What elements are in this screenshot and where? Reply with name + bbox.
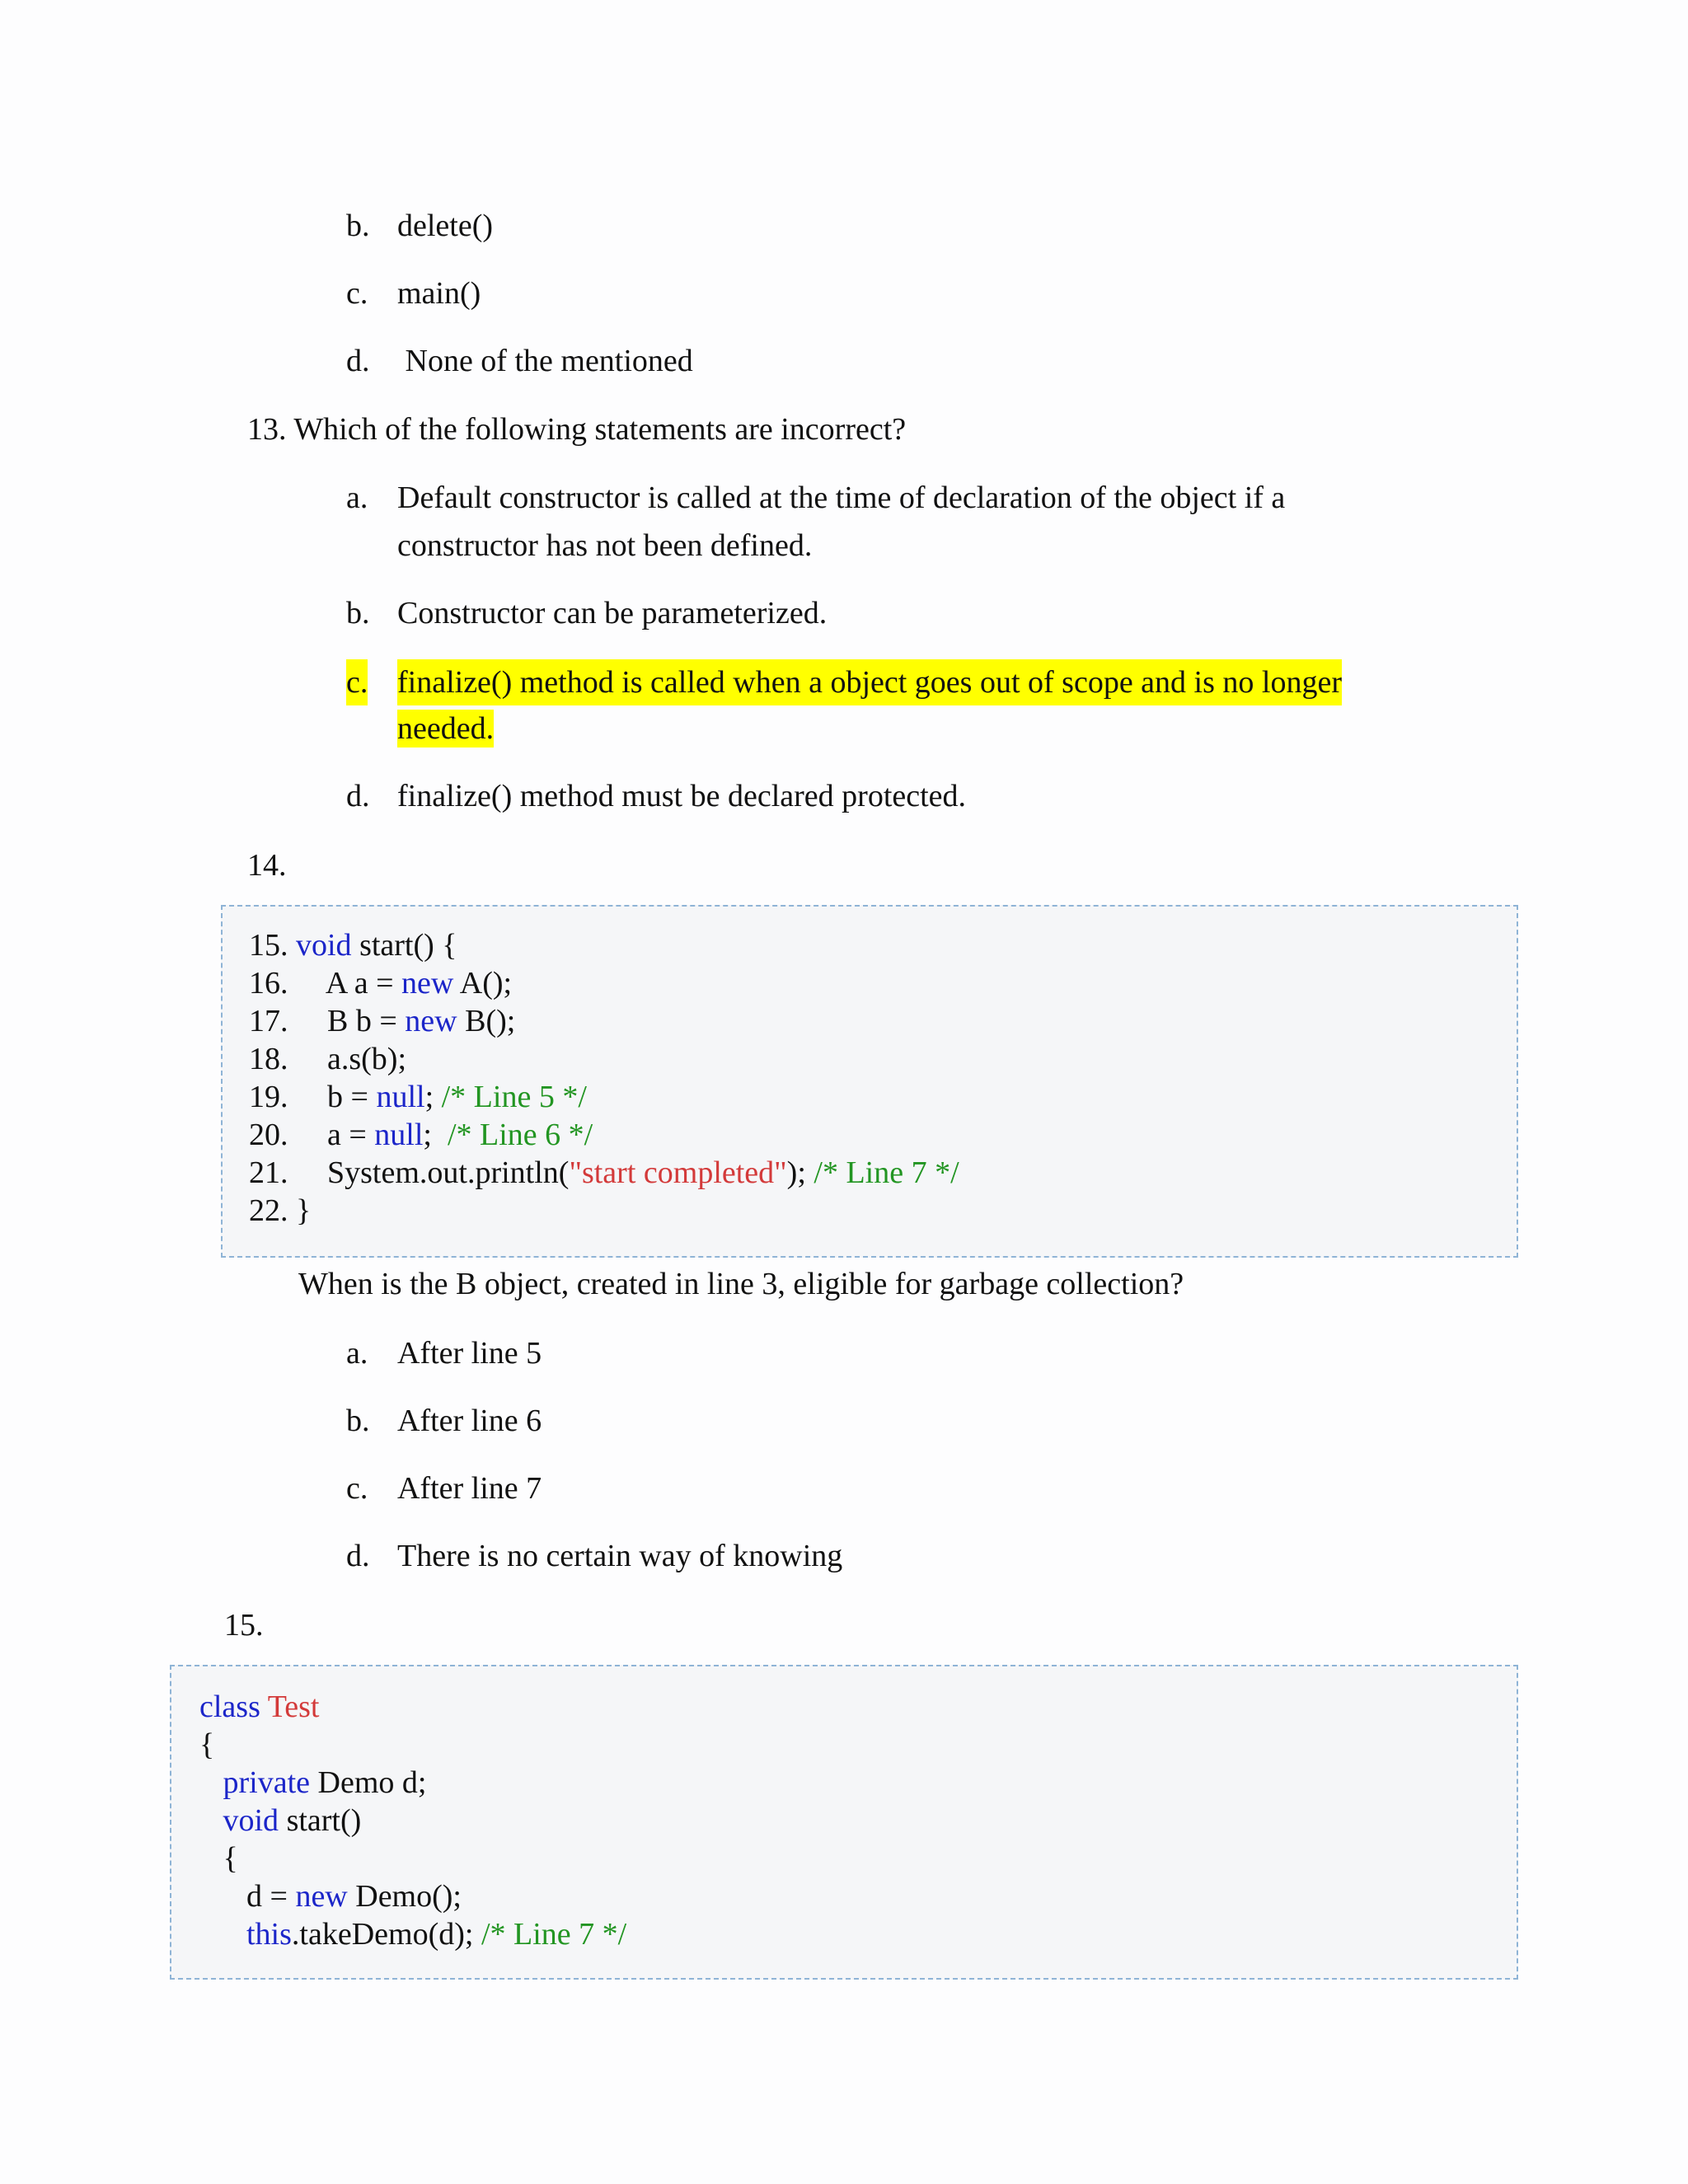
code-token: new xyxy=(405,1004,457,1038)
q15-number: 15. xyxy=(224,1608,264,1643)
code-line xyxy=(249,1192,311,1230)
code-line xyxy=(249,1002,515,1040)
code-token: a.s(b); xyxy=(296,1042,407,1076)
document-page: b. delete() c. main() d. None of the mentioned 13. Which of the following statements are incorrect? a. Default constructor is called at the time of declaration of the object if a constructor has not been defined. b. Constructor can be parameterized. c. finalize() method is called when a object goes out of scope and is no longer needed. d. finalize() method must be declared protected. 14. 15. void start() { 16. A a = new A(); 17. B b = new B(); 18. a.s(b); 19. b = null; /* Line 5 */ 20. a = null; /* Line 6 */ 21. System.out.println("start completed"); /* Line 7 */ 22. } When is the B object, created in line 3, eligible for garbage collection? a. After line 5 b. After line 6 c. After line 7 d. There is no certain way of knowing 15. class Test { private Demo d; void start() { d = new Demo(); this.takeDemo(d); /* Line 7 */ xyxy=(0,0,1688,2184)
code-line-number: 22. xyxy=(249,1193,296,1228)
code-token: null xyxy=(374,1118,424,1152)
q13-option-c-cont: needed. xyxy=(397,711,495,746)
code-token: } xyxy=(296,1193,312,1228)
code-token: Test xyxy=(267,1690,320,1724)
code-token: { xyxy=(199,1841,238,1876)
code-line xyxy=(199,1877,462,1915)
code-token: A a = xyxy=(296,966,402,1001)
code-line-number: 17. xyxy=(249,1004,296,1038)
code-token: .takeDemo(d); xyxy=(291,1917,481,1952)
code-token: ; xyxy=(423,1118,448,1152)
q14-number: 14. xyxy=(247,848,287,883)
code-line xyxy=(249,926,457,964)
code-token: System.out.println( xyxy=(296,1155,570,1190)
code-line-number: 15. xyxy=(249,928,296,963)
code-line xyxy=(199,1802,361,1840)
code-token: start() xyxy=(279,1803,362,1838)
code-line xyxy=(249,1154,959,1192)
q14-code-block xyxy=(221,905,1518,1258)
code-token: void xyxy=(296,928,352,963)
code-token: /* Line 6 */ xyxy=(447,1118,593,1152)
code-token xyxy=(199,1765,223,1800)
code-token: /* Line 7 */ xyxy=(481,1917,627,1952)
code-token: this xyxy=(246,1917,292,1952)
code-token: new xyxy=(295,1879,348,1914)
code-line xyxy=(199,1915,626,1953)
code-token: /* Line 5 */ xyxy=(441,1080,587,1114)
code-token: B(); xyxy=(457,1004,516,1038)
code-line-number: 20. xyxy=(249,1118,296,1152)
code-line xyxy=(249,1078,587,1116)
q14-question: When is the B object, created in line 3, eligible for garbage collection? xyxy=(298,1267,1184,1301)
q15-code-block xyxy=(170,1665,1518,1980)
code-token: a = xyxy=(296,1118,375,1152)
code-line xyxy=(249,964,512,1002)
code-token: ; xyxy=(424,1080,442,1114)
code-token: /* Line 7 */ xyxy=(814,1155,959,1190)
code-token: null xyxy=(376,1080,425,1114)
code-token xyxy=(199,1803,223,1838)
code-line-number: 18. xyxy=(249,1042,296,1076)
code-token: b = xyxy=(296,1080,377,1114)
code-line xyxy=(249,1116,593,1154)
code-line xyxy=(249,1040,406,1078)
code-token: class xyxy=(199,1690,260,1724)
code-line xyxy=(199,1688,319,1726)
code-token: B b = xyxy=(296,1004,406,1038)
code-line-number: 19. xyxy=(249,1080,296,1114)
code-token: { xyxy=(199,1727,215,1762)
code-token: Demo(); xyxy=(347,1879,462,1914)
code-line-number: 21. xyxy=(249,1155,296,1190)
code-token xyxy=(199,1917,246,1952)
code-line-number: 16. xyxy=(249,966,296,1001)
code-line xyxy=(199,1764,426,1802)
code-token: start() { xyxy=(351,928,457,963)
code-token: void xyxy=(223,1803,279,1838)
code-line xyxy=(199,1840,238,1877)
q13-option-a-cont: constructor has not been defined. xyxy=(397,528,813,563)
code-token: ); xyxy=(786,1155,814,1190)
code-token: Demo d; xyxy=(310,1765,427,1800)
code-token xyxy=(260,1690,268,1724)
code-token: d = xyxy=(199,1879,296,1914)
code-token: "start completed" xyxy=(569,1155,787,1190)
code-line xyxy=(199,1726,214,1764)
code-token: private xyxy=(223,1765,311,1800)
q13-question: 13. Which of the following statements are incorrect? xyxy=(247,412,907,447)
code-token: new xyxy=(401,966,454,1001)
code-token: A(); xyxy=(453,966,513,1001)
